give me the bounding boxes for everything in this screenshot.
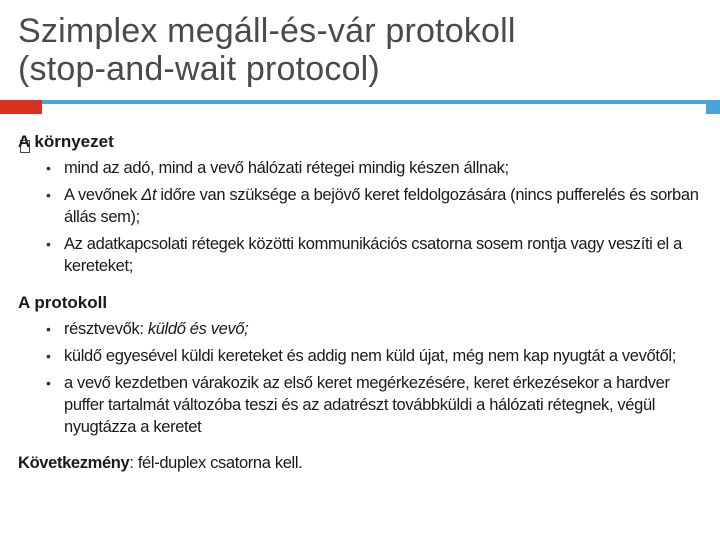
protocol-bullet-3: a vevő kezdetben várakozik az első keret megérkezésére, keret érkezésekor a hardver puffer tartalmát változóba teszi és az adatrészt továbbküldi a hálózati rétegnek, végül nyugtázza a keretet <box>64 374 670 436</box>
consequence-label: Következmény <box>18 454 130 472</box>
delta-t-symbol: Δt <box>141 186 157 204</box>
list-item <box>18 345 708 367</box>
consequence-line <box>18 452 708 474</box>
list-item <box>18 372 708 438</box>
title-line-1: Szimplex megáll-és-vár protokoll <box>18 12 516 50</box>
divider-blue-block <box>706 100 720 114</box>
slide-title <box>18 12 708 88</box>
protocol-list <box>18 318 708 438</box>
participants-italic: küldő és vevő; <box>147 320 249 338</box>
title-divider <box>0 100 720 114</box>
list-item <box>18 233 708 277</box>
title-line-2: (stop-and-wait protocol) <box>18 50 380 88</box>
environment-bullet-3: Az adatkapcsolati rétegek közötti kommunikációs csatorna sosem rontja vagy veszíti el a kereteket; <box>64 235 682 275</box>
environment-bullet-2-prefix: A vevőnek <box>64 186 142 204</box>
environment-bullet-1: mind az adó, mind a vevő hálózati rétegei mindig készen állnak; <box>64 159 509 177</box>
divider-blue-line <box>42 100 720 104</box>
environment-heading: A környezet <box>18 132 114 151</box>
list-item <box>18 184 708 228</box>
divider-red-block <box>0 100 42 114</box>
consequence-text: : fél-duplex csatorna kell. <box>129 454 303 472</box>
list-item <box>18 157 708 179</box>
protocol-bullet-2: küldő egyesével küldi kereteket és addig nem küld újat, még nem kap nyugtát a vevőtől; <box>64 347 676 365</box>
environment-list <box>18 157 708 277</box>
protocol-heading: A protokoll <box>18 293 108 312</box>
list-item <box>18 318 708 340</box>
environment-bullet-2-suffix: időre van szüksége a bejövő keret feldolgozására (nincs pufferelés és sorban állás sem); <box>64 186 699 226</box>
protocol-bullet-1-prefix: résztvevők: <box>64 320 148 338</box>
slide-body <box>18 131 708 491</box>
